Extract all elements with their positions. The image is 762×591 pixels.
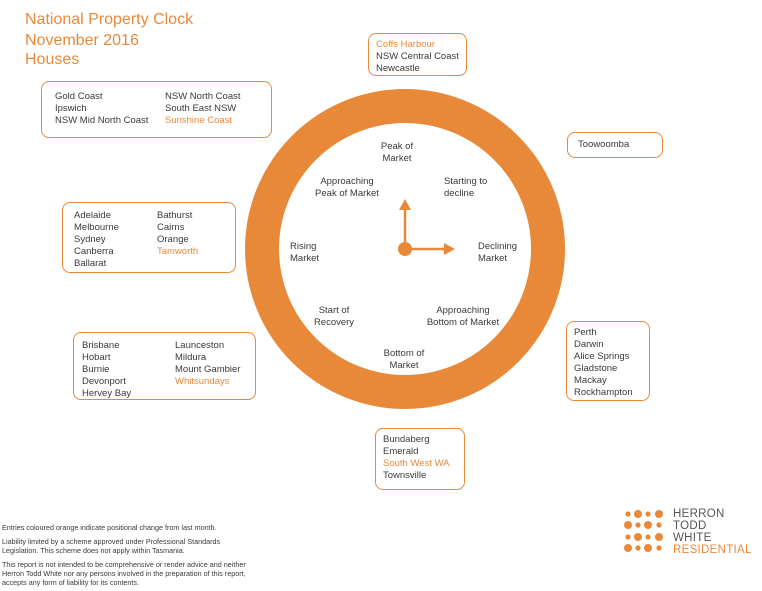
phase-bottom-of-market: Bottom of Market [383,348,425,371]
location-item: Ballarat [74,258,107,269]
location-item: NSW Mid North Coast [55,115,149,126]
location-item: Adelaide [74,210,111,221]
clock-centre [398,242,412,256]
title-line-1: National Property Clock [25,11,194,28]
location-item: Townsville [383,470,427,481]
legend-note: Entries coloured orange indicate positional change from last month. [2,523,217,532]
location-item: Launceston [175,340,225,351]
disclaimer-line-2: Herron Todd White nor any persons involved in the preparation of this report, [2,569,246,578]
location-item: Perth [574,327,597,338]
location-item: NSW Central Coast [376,51,459,62]
location-item: Orange [157,234,189,245]
logo-text-todd: TODD [673,520,707,532]
location-item: Sydney [74,234,106,245]
location-box-starting-decline [567,132,663,158]
location-item: Devonport [82,376,126,387]
disclaimer-line-3: accepts any form of liability for its contents. [2,578,140,587]
location-item: NSW North Coast [165,91,241,102]
clock-hand-hour-tip [399,199,411,210]
location-box-bottom [375,428,465,490]
logo-text-white: WHITE [673,532,712,544]
title-line-3: Houses [25,51,80,68]
location-item: Mildura [175,352,207,363]
location-item: Mackay [574,375,607,386]
clock-hand-minute-tip [444,243,455,255]
location-item: Hervey Bay [82,388,132,399]
location-item: Bundaberg [383,434,430,445]
phase-declining-market: Declining Market [478,241,518,264]
location-box-rising [62,202,236,273]
location-item: Alice Springs [574,351,630,362]
disclaimer-line-1: This report is not intended to be comprehensive or render advice and neither [2,560,246,569]
location-item: Tamworth [157,246,199,257]
phase-starting-to-decline: Starting to decline [444,176,488,199]
location-item: Canberra [74,246,114,257]
location-item: Emerald [383,446,419,457]
location-box-peak [368,33,467,76]
location-item: South West WA [383,458,450,469]
location-item: Mount Gambier [175,364,241,375]
location-item: Bathurst [157,210,193,221]
location-item: Rockhampton [574,387,633,398]
location-box-start-recovery [73,332,256,400]
location-box-approaching-peak [41,81,272,138]
location-item: Gladstone [574,363,618,374]
phase-start-of-recovery: Start of Recovery [313,305,355,328]
phase-peak: Peak of Market [380,141,414,164]
location-item: Toowoomba [578,139,630,150]
logo-text-herron: HERRON [673,508,725,520]
location-item: Melbourne [74,222,119,233]
location-item: Ipswich [55,103,87,114]
location-item: Brisbane [82,340,120,351]
location-item: Burnie [82,364,110,375]
location-item: Sunshine Coast [165,115,233,126]
location-box-approaching-bottom [566,321,650,401]
liability-line-1: Liability limited by a scheme approved under Professional Standards [2,537,221,546]
location-item: Newcastle [376,63,420,74]
title-line-2: November 2016 [25,32,139,49]
phase-approaching-peak: Approaching Peak of Market [315,176,379,199]
location-item: Hobart [82,352,111,363]
location-item: Whitsundays [175,376,230,387]
liability-line-2: Legislation. This scheme does not apply within Tasmania. [2,546,185,555]
phase-approaching-bottom: Approaching Bottom of Market [426,305,500,328]
location-item: Coffs Harbour [376,39,435,50]
location-item: South East NSW [165,103,237,114]
location-item: Gold Coast [55,91,103,102]
location-item: Cairns [157,222,185,233]
location-item: Darwin [574,339,604,350]
logo-text-residential: RESIDENTIAL [673,544,752,556]
phase-rising-market: Rising Market [290,241,320,264]
